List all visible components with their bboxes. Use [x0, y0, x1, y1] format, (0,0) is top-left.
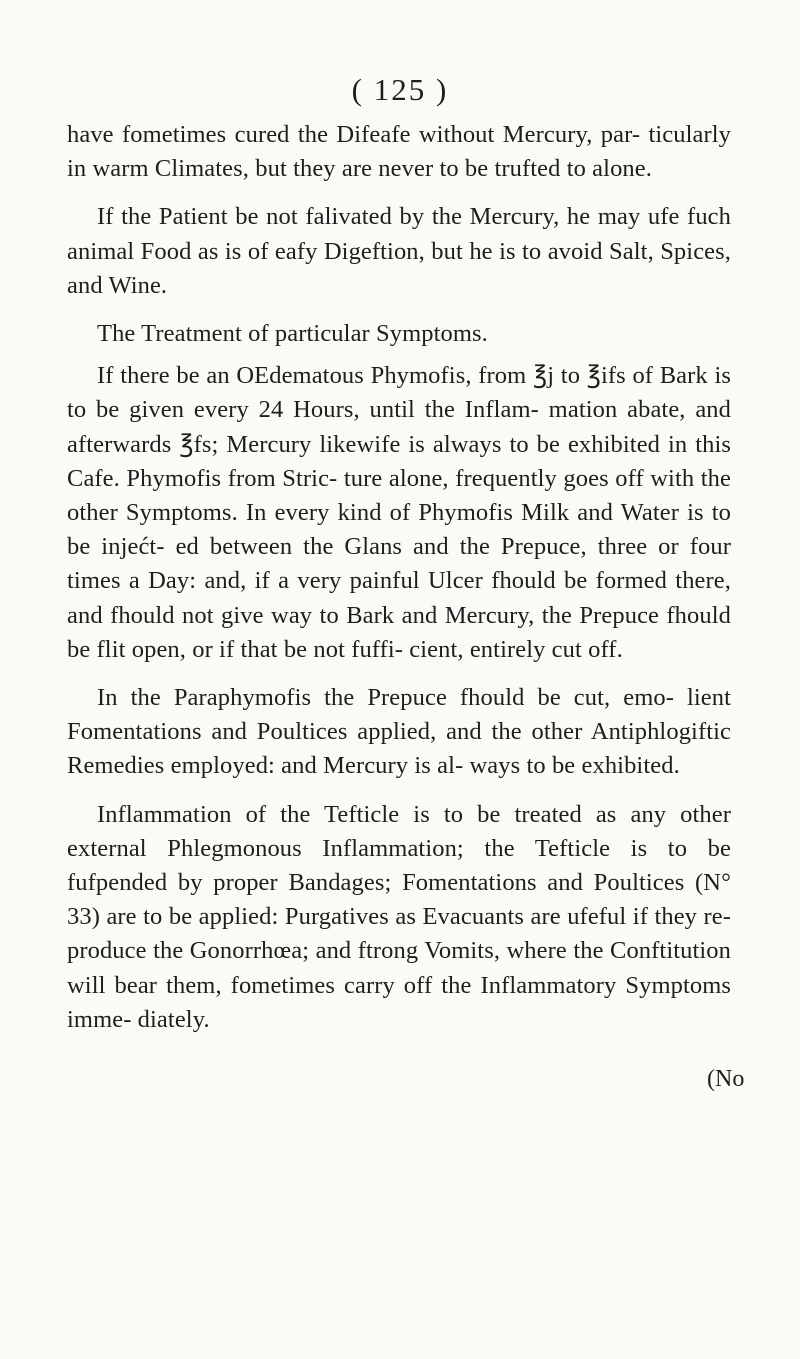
page-body — [67, 118, 731, 1037]
paragraph-3: If there be an OEdematous Phymofis, from ℥j to ℥ifs of Bark is to be given every 24 Hours, until the Inflam- mation abate, and afterwards ℥fs; Mercury likewife is always to be exhibited in this Cafe. Phymofis from Stric- ture alone, frequently goes off with the other Symptoms. In every kind of Phymofis Milk and Water is to be injećt- ed between the Glans and the Prepuce, three or four times a Day: and, if a very painful Ulcer fhould be formed there, and fhould not give way to Bark and Mercury, the Prepuce fhould be flit open, or if that be not fuffi- cient, entirely cut off. — [67, 362, 731, 663]
paragraph-4: In the Paraphymofis the Prepuce fhould be cut, emo- lient Fomentations and Poultices applied, and the other Antiphlogiftic Remedies employed: and Mercury is al- ways to be exhibited. — [67, 684, 731, 780]
paragraph-1: have fometimes cured the Difeafe without Mercury, par- ticularly in warm Climates, but they are never to be trufted to alone. — [67, 121, 731, 183]
page-number: ( 125 ) — [351, 72, 449, 107]
catchword: (No — [707, 1066, 745, 1092]
section-heading: The Treatment of particular Symptoms. — [97, 320, 488, 348]
paragraph-2: If the Patient be not falivated by the Mercury, he may ufe fuch animal Food as is of eafy Digeftion, but he is to avoid Salt, Spices, and Wine. — [67, 203, 731, 299]
paragraph-5: Inflammation of the Tefticle is to be treated as any other external Phlegmonous Inflammation; the Tefticle is to be fufpended by proper Bandages; Fomentations and Poultices (N° 33) are to be applied: Purgatives as Evacuants are ufeful if they re-produce the Gonorrhœa; and ftrong Vomits, where the Conftitution will bear them, fometimes carry off the Inflammatory Symptoms imme- diately. — [67, 800, 731, 1033]
